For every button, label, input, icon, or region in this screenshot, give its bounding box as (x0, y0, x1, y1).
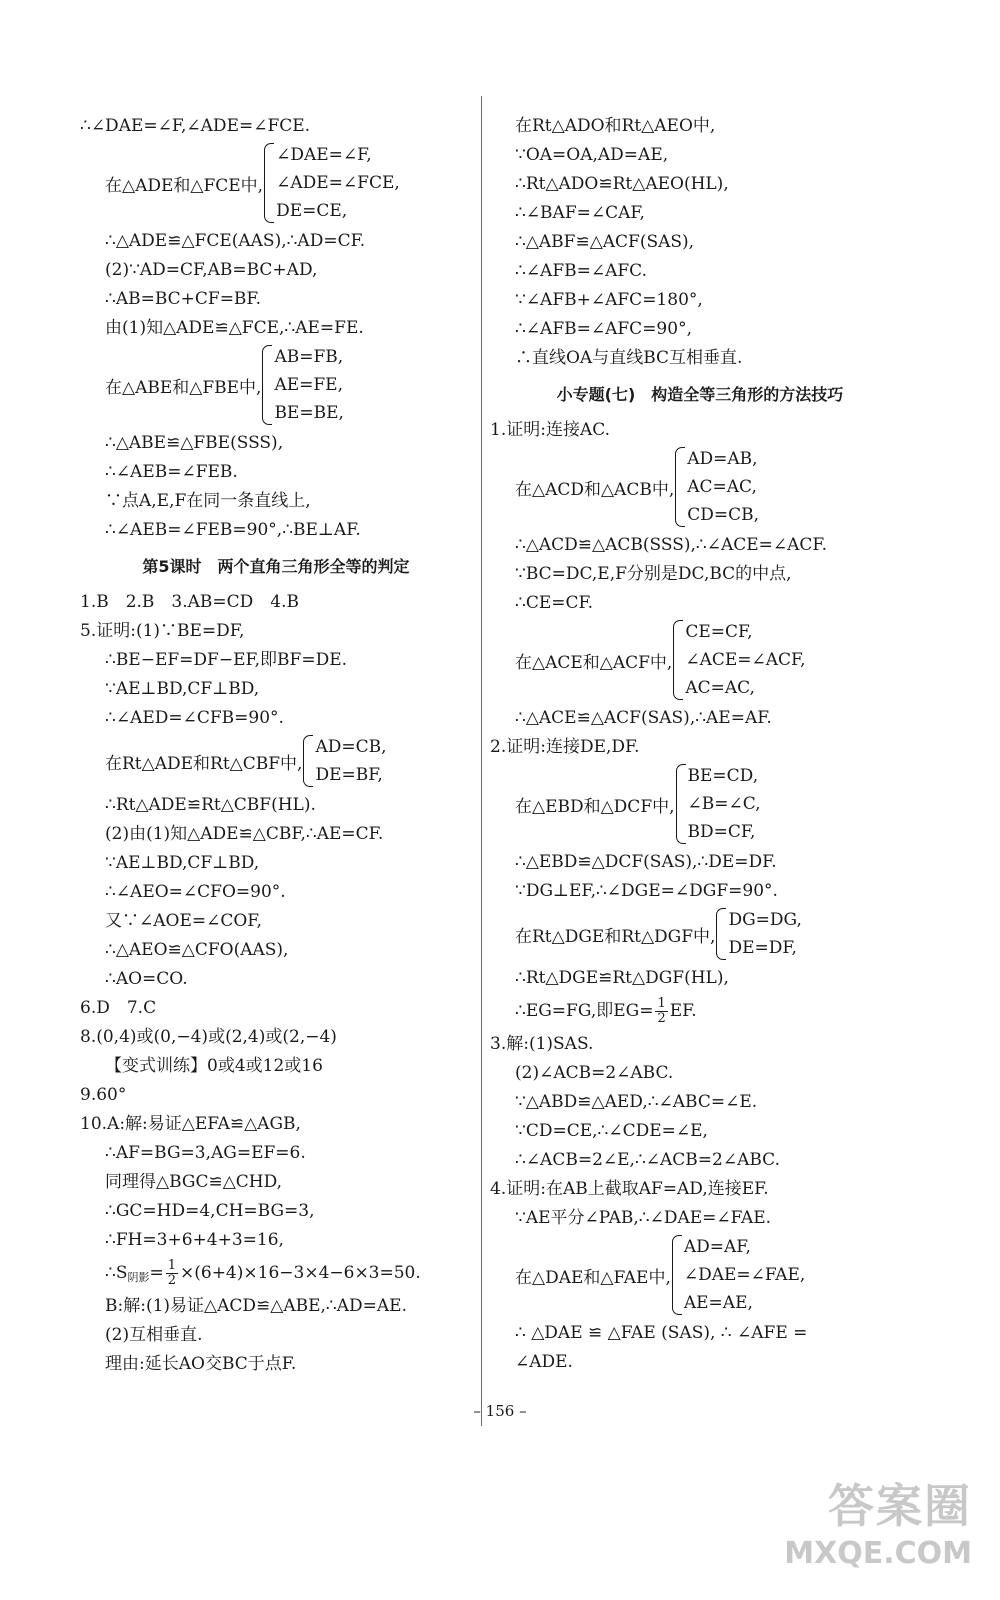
left-brace (672, 1235, 682, 1315)
section-heading: 第5课时 两个直角三角形全等的判定 (142, 557, 410, 576)
text-line: ∵AE平分∠PAB,∴∠DAE=∠FAE. (515, 1208, 772, 1228)
formula-prefix: ∴S (105, 1263, 128, 1283)
text-line: ∴∠BAF=∠CAF, (515, 203, 645, 223)
text-line: 【变式训练】0或4或12或16 (105, 1056, 323, 1076)
text-line: 又∵∠AOE=∠COF, (105, 911, 262, 931)
text-line: ∠ADE. (515, 1352, 573, 1372)
text-line: 在Rt△ADO和Rt△AEO中, (515, 116, 716, 136)
system-lines (684, 1233, 805, 1317)
left-brace (716, 908, 726, 960)
system-lines (728, 906, 801, 962)
equation-system (490, 906, 910, 962)
system-lines (274, 343, 343, 427)
left-brace (262, 345, 272, 425)
answer-line: 1.证明:连接AC. (490, 420, 611, 440)
system-line: AD=AF, (683, 1237, 751, 1257)
watermark-url: MXQE.COM (784, 1536, 972, 1571)
answer-line: 5.证明:(1)∵BE=DF, (80, 621, 245, 641)
system-label: 在△EBD和△DCF中, (515, 796, 675, 817)
text-line: B:解:(1)易证△ACD≌△ABE,∴AD=AE. (105, 1296, 407, 1316)
system-label: 在△DAE和△FAE中, (515, 1267, 671, 1288)
formula-equals: = (149, 1263, 164, 1283)
text-line: (2)互相垂直. (105, 1325, 203, 1345)
system-line: AB=FB, (274, 347, 344, 367)
system-line: ∠DAE=∠F, (276, 145, 372, 165)
area-formula-line (80, 1255, 472, 1291)
system-line: DE=BF, (315, 765, 383, 785)
fraction-denominator: 2 (167, 1273, 176, 1288)
system-line: ∠ACE=∠ACF, (685, 650, 806, 670)
system-label: 在△ACD和△ACB中, (515, 479, 675, 500)
text-line: ∴∠AFB=∠AFC=90°, (515, 319, 692, 339)
system-lines (688, 762, 761, 846)
formula-prefix: ∴EG=FG,即EG= (515, 1001, 654, 1021)
formula-rest: EF. (669, 1001, 697, 1021)
text-line: ∵AE⊥BD,CF⊥BD, (105, 679, 260, 699)
text-line: ∴Rt△DGE≌Rt△DGF(HL), (515, 968, 729, 988)
equation-system (80, 141, 472, 225)
answer-line: 1.B 2.B 3.AB=CD 4.B (80, 592, 300, 612)
text-line: ∴GC=HD=4,CH=BG=3, (105, 1201, 315, 1221)
text-line: ∵∠AFB+∠AFC=180°, (515, 290, 703, 310)
answer-line: 3.解:(1)SAS. (490, 1034, 594, 1054)
text-line: ∴ △DAE ≌ △FAE (SAS), ∴ ∠AFE = (515, 1323, 808, 1343)
text-line: ∴∠AFB=∠AFC. (515, 261, 647, 281)
text-line: 理由:延长AO交BC于点F. (105, 1354, 297, 1374)
left-brace (264, 143, 274, 223)
text-line: ∴FH=3+6+4+3=16, (105, 1230, 284, 1250)
system-line: AD=AB, (687, 449, 758, 469)
column-divider (481, 96, 482, 1426)
text-line: ∴∠ACB=2∠E,∴∠ACB=2∠ABC. (515, 1150, 780, 1170)
answer-line: 4.证明:在AB上截取AF=AD,连接EF. (490, 1179, 769, 1199)
equation-system (490, 1233, 910, 1317)
system-line: BE=CD, (687, 766, 759, 786)
text-line: ∴Rt△ADO≌Rt△AEO(HL), (515, 174, 729, 194)
system-lines (315, 733, 386, 789)
text-line: ∵CD=CE,∴∠CDE=∠E, (515, 1121, 708, 1141)
text-line: ∵△ABD≌△AED,∴∠ABC=∠E. (515, 1092, 758, 1112)
left-column (80, 112, 472, 1379)
text-line: ∵点A,E,F在同一条直线上, (105, 491, 311, 511)
fraction (166, 1259, 178, 1288)
text-line: ∴CE=CF. (515, 593, 594, 613)
text-line: ∴∠DAE=∠F,∠ADE=∠FCE. (80, 116, 311, 136)
system-label: 在△ABE和△FBE中, (105, 377, 262, 398)
text-line: ∵OA=OA,AD=AE, (515, 145, 669, 165)
answer-line: 8.(0,4)或(0,−4)或(2,4)或(2,−4) (80, 1027, 337, 1047)
fraction-numerator: 1 (167, 1258, 176, 1273)
equation-system (490, 445, 910, 529)
left-brace (675, 447, 685, 527)
text-line: ∴△ACE≌△ACF(SAS),∴AE=AF. (515, 708, 772, 728)
text-line: ∴BE−EF=DF−EF,即BF=DE. (105, 650, 348, 670)
equation-system (80, 343, 472, 427)
text-line: ∴△ADE≌△FCE(AAS),∴AD=CF. (105, 231, 366, 251)
text-line: ∴∠AEB=∠FEB. (105, 462, 238, 482)
system-label: 在△ADE和△FCE中, (105, 175, 264, 196)
fraction-numerator: 1 (657, 996, 666, 1011)
section-heading: 小专题(七) 构造全等三角形的方法技巧 (556, 385, 844, 404)
text-line: ∴△ABE≌△FBE(SSS), (105, 433, 284, 453)
fraction-line (490, 993, 910, 1029)
text-line: ∴直线OA与直线BC互相垂直. (515, 348, 743, 368)
text-line: (2)∠ACB=2∠ABC. (515, 1063, 674, 1083)
system-line: ∠B=∠C, (687, 794, 761, 814)
text-line: ∴△AEO≌△CFO(AAS), (105, 940, 289, 960)
watermark (762, 1478, 972, 1588)
system-line: AE=FE, (274, 375, 343, 395)
system-line: ∠ADE=∠FCE, (276, 173, 400, 193)
text-line: ∴∠AEO=∠CFO=90°. (105, 882, 286, 902)
answer-line: 9.60° (80, 1085, 127, 1105)
text-line: ∵DG⊥EF,∴∠DGE=∠DGF=90°. (515, 881, 778, 901)
answer-line: 10.A:解:易证△EFA≌△AGB, (80, 1114, 301, 1134)
system-line: BD=CF, (687, 822, 756, 842)
system-line: DG=DG, (728, 910, 802, 930)
equation-system (490, 618, 910, 702)
text-line: 同理得△BGC≌△CHD, (105, 1172, 283, 1192)
left-brace (673, 620, 683, 700)
text-line: ∴AB=BC+CF=BF. (105, 289, 261, 309)
system-line: CD=CB, (687, 505, 760, 525)
formula-rest: ×(6+4)×16−3×4−6×3=50. (180, 1263, 421, 1283)
fraction (655, 997, 667, 1026)
system-line: AE=AE, (683, 1293, 753, 1313)
watermark-title: 答案圈 (828, 1479, 972, 1533)
fraction-denominator: 2 (657, 1011, 666, 1026)
text-line: ∴Rt△ADE≌Rt△CBF(HL). (105, 795, 316, 815)
text-line: ∴△ABF≌△ACF(SAS), (515, 232, 695, 252)
page-number: – 156 – (473, 1402, 527, 1420)
text-line: ∴∠AED=∠CFB=90°. (105, 708, 284, 728)
system-line: AC=AC, (687, 477, 757, 497)
text-line: ∴AF=BG=3,AG=EF=6. (105, 1143, 306, 1163)
system-lines (687, 445, 759, 529)
text-line: ∴△ACD≌△ACB(SSS),∴∠ACE=∠ACF. (515, 535, 827, 555)
left-brace (676, 764, 686, 844)
text-line: ∴∠AEB=∠FEB=90°,∴BE⊥AF. (105, 520, 361, 540)
text-line: 由(1)知△ADE≌△FCE,∴AE=FE. (105, 318, 364, 338)
system-label: 在Rt△DGE和Rt△DGF中, (515, 926, 716, 947)
text-line: (2)由(1)知△ADE≌△CBF,∴AE=CF. (105, 824, 384, 844)
text-line: ∵BC=DC,E,F分别是DC,BC的中点, (515, 564, 792, 584)
right-column (490, 112, 910, 1377)
system-line: DE=CE, (276, 201, 348, 221)
system-lines (685, 618, 805, 702)
equation-system (490, 762, 910, 846)
system-label: 在Rt△ADE和Rt△CBF中, (105, 753, 303, 774)
equation-system (80, 733, 472, 789)
system-label: 在△ACE和△ACF中, (515, 652, 673, 673)
text-line: ∴△EBD≌△DCF(SAS),∴DE=DF. (515, 852, 777, 872)
system-line: ∠DAE=∠FAE, (683, 1265, 806, 1285)
system-line: CE=CF, (685, 622, 753, 642)
system-line: AD=CB, (315, 737, 387, 757)
system-line: BE=BE, (274, 403, 344, 423)
left-brace (303, 735, 313, 787)
answer-line: 6.D 7.C (80, 998, 157, 1018)
system-line: AC=AC, (685, 678, 755, 698)
system-line: DE=DF, (728, 938, 797, 958)
text-line: (2)∵AD=CF,AB=BC+AD, (105, 260, 318, 280)
answer-line: 2.证明:连接DE,DF. (490, 737, 640, 757)
text-line: ∴AO=CO. (105, 969, 188, 989)
text-line: ∵AE⊥BD,CF⊥BD, (105, 853, 260, 873)
formula-subscript: 阴影 (127, 1271, 150, 1284)
system-lines (276, 141, 400, 225)
